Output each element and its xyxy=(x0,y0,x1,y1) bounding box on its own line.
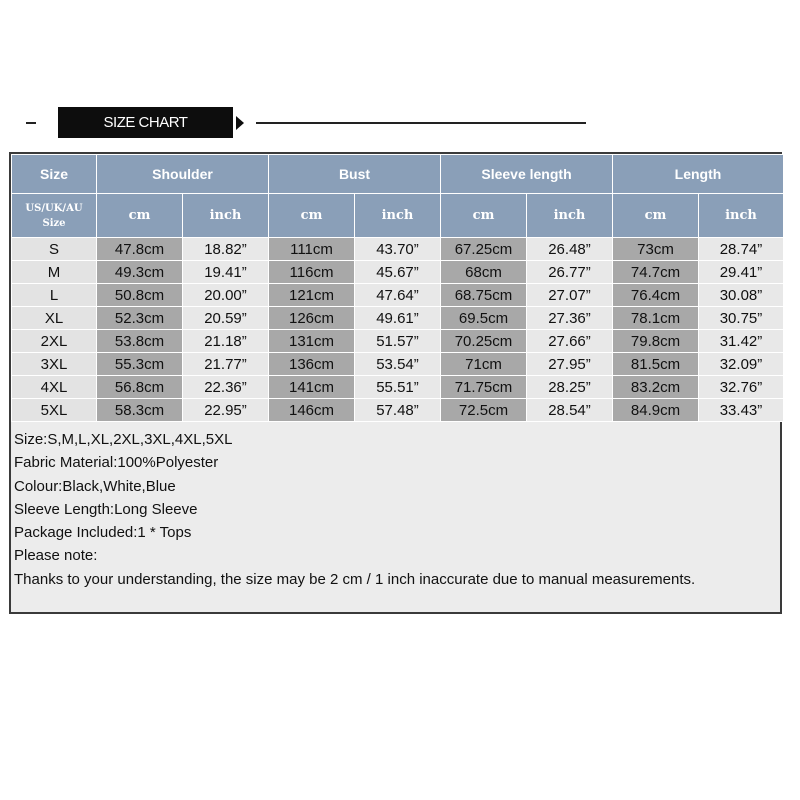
cell-size: 3XL xyxy=(12,353,97,376)
cell-bust-inch: 49.61” xyxy=(355,307,441,330)
unit-header-row xyxy=(12,194,784,238)
note-package: Package Included:1 * Tops xyxy=(14,524,192,542)
subheader-length-cm: cm xyxy=(613,194,699,238)
cell-length-inch: 28.74” xyxy=(699,238,784,261)
cell-length-inch: 32.76” xyxy=(699,376,784,399)
cell-bust-inch: 47.64” xyxy=(355,284,441,307)
header-shoulder: Shoulder xyxy=(97,155,269,194)
cell-length-cm: 79.8cm xyxy=(613,330,699,353)
group-header-row xyxy=(12,155,784,194)
note-sizes: Size:S,M,L,XL,2XL,3XL,4XL,5XL xyxy=(14,431,233,448)
cell-size: 4XL xyxy=(12,376,97,399)
cell-bust-cm: 146cm xyxy=(269,399,355,422)
cell-bust-cm: 126cm xyxy=(269,307,355,330)
cell-bust-cm: 121cm xyxy=(269,284,355,307)
cell-size: M xyxy=(12,261,97,284)
cell-size: S xyxy=(12,238,97,261)
banner-pointer-icon xyxy=(236,116,244,130)
cell-sleeve-cm: 68cm xyxy=(441,261,527,284)
cell-length-inch: 30.75” xyxy=(699,307,784,330)
table-row xyxy=(12,330,784,353)
cell-sleeve-cm: 71.75cm xyxy=(441,376,527,399)
note-fabric: Fabric Material:100%Polyester xyxy=(14,454,219,472)
cell-sleeve-cm: 67.25cm xyxy=(441,238,527,261)
cell-length-cm: 83.2cm xyxy=(613,376,699,399)
table-row xyxy=(12,353,784,376)
subheader-shoulder-inch: inch xyxy=(183,194,269,238)
product-notes xyxy=(14,428,779,591)
banner-left-dash xyxy=(26,122,36,124)
subheader-bust-inch: inch xyxy=(355,194,441,238)
cell-shoulder-inch: 19.41” xyxy=(183,261,269,284)
cell-length-inch: 29.41” xyxy=(699,261,784,284)
cell-bust-cm: 141cm xyxy=(269,376,355,399)
cell-sleeve-inch: 27.36” xyxy=(527,307,613,330)
cell-shoulder-inch: 20.00” xyxy=(183,284,269,307)
cell-bust-inch: 43.70” xyxy=(355,238,441,261)
cell-length-cm: 73cm xyxy=(613,238,699,261)
cell-shoulder-inch: 21.18” xyxy=(183,330,269,353)
cell-bust-inch: 51.57” xyxy=(355,330,441,353)
cell-length-inch: 33.43” xyxy=(699,399,784,422)
cell-size: L xyxy=(12,284,97,307)
subheader-length-inch: inch xyxy=(699,194,784,238)
note-disclaimer: Thanks to your understanding, the size may be 2 cm / 1 inch inaccurate due to manual measurements. xyxy=(14,570,696,588)
cell-sleeve-inch: 26.77” xyxy=(527,261,613,284)
cell-sleeve-cm: 71cm xyxy=(441,353,527,376)
header-sleeve-length: Sleeve length xyxy=(441,155,613,194)
cell-shoulder-cm: 56.8cm xyxy=(97,376,183,399)
cell-sleeve-inch: 27.66” xyxy=(527,330,613,353)
table-row xyxy=(12,307,784,330)
cell-shoulder-inch: 18.82” xyxy=(183,238,269,261)
cell-sleeve-inch: 27.95” xyxy=(527,353,613,376)
cell-size: 2XL xyxy=(12,330,97,353)
cell-shoulder-cm: 58.3cm xyxy=(97,399,183,422)
cell-shoulder-cm: 52.3cm xyxy=(97,307,183,330)
note-colour: Colour:Black,White,Blue xyxy=(14,477,176,495)
size-table-body xyxy=(12,238,784,422)
subheader-size: Size xyxy=(42,217,66,229)
cell-sleeve-cm: 68.75cm xyxy=(441,284,527,307)
table-row xyxy=(12,284,784,307)
cell-sleeve-cm: 70.25cm xyxy=(441,330,527,353)
header-length: Length xyxy=(613,155,784,194)
subheader-bust-cm: cm xyxy=(269,194,355,238)
note-sleeve: Sleeve Length:Long Sleeve xyxy=(14,500,198,518)
cell-shoulder-inch: 21.77” xyxy=(183,353,269,376)
cell-shoulder-cm: 47.8cm xyxy=(97,238,183,261)
cell-length-cm: 76.4cm xyxy=(613,284,699,307)
header-size: Size xyxy=(12,155,97,194)
banner-rule xyxy=(256,122,586,124)
cell-bust-cm: 116cm xyxy=(269,261,355,284)
table-row xyxy=(12,238,784,261)
cell-shoulder-cm: 50.8cm xyxy=(97,284,183,307)
cell-sleeve-inch: 28.54” xyxy=(527,399,613,422)
cell-shoulder-inch: 22.95” xyxy=(183,399,269,422)
cell-bust-inch: 45.67” xyxy=(355,261,441,284)
cell-shoulder-inch: 22.36” xyxy=(183,376,269,399)
subheader-region: US/UK/AU xyxy=(25,202,83,214)
cell-shoulder-cm: 49.3cm xyxy=(97,261,183,284)
size-table xyxy=(11,154,784,422)
cell-bust-inch: 53.54” xyxy=(355,353,441,376)
cell-bust-inch: 57.48” xyxy=(355,399,441,422)
subheader-us-uk-au-size xyxy=(12,194,97,238)
cell-size: XL xyxy=(12,307,97,330)
cell-length-inch: 32.09” xyxy=(699,353,784,376)
header-bust: Bust xyxy=(269,155,441,194)
cell-bust-inch: 55.51” xyxy=(355,376,441,399)
cell-sleeve-cm: 69.5cm xyxy=(441,307,527,330)
cell-sleeve-inch: 28.25” xyxy=(527,376,613,399)
cell-bust-cm: 136cm xyxy=(269,353,355,376)
cell-length-cm: 78.1cm xyxy=(613,307,699,330)
cell-length-cm: 81.5cm xyxy=(613,353,699,376)
note-please-note: Please note: xyxy=(14,547,98,565)
cell-length-inch: 30.08” xyxy=(699,284,784,307)
table-row xyxy=(12,399,784,422)
cell-length-cm: 84.9cm xyxy=(613,399,699,422)
subheader-sleeve-inch: inch xyxy=(527,194,613,238)
cell-shoulder-cm: 53.8cm xyxy=(97,330,183,353)
cell-bust-cm: 111cm xyxy=(269,238,355,261)
cell-length-cm: 74.7cm xyxy=(613,261,699,284)
size-chart-banner xyxy=(0,100,800,150)
cell-sleeve-inch: 26.48” xyxy=(527,238,613,261)
banner-title: SIZE CHART xyxy=(58,107,233,138)
subheader-shoulder-cm: cm xyxy=(97,194,183,238)
cell-size: 5XL xyxy=(12,399,97,422)
cell-bust-cm: 131cm xyxy=(269,330,355,353)
cell-length-inch: 31.42” xyxy=(699,330,784,353)
cell-sleeve-cm: 72.5cm xyxy=(441,399,527,422)
cell-shoulder-cm: 55.3cm xyxy=(97,353,183,376)
subheader-sleeve-cm: cm xyxy=(441,194,527,238)
table-row xyxy=(12,376,784,399)
table-row xyxy=(12,261,784,284)
cell-sleeve-inch: 27.07” xyxy=(527,284,613,307)
cell-shoulder-inch: 20.59” xyxy=(183,307,269,330)
